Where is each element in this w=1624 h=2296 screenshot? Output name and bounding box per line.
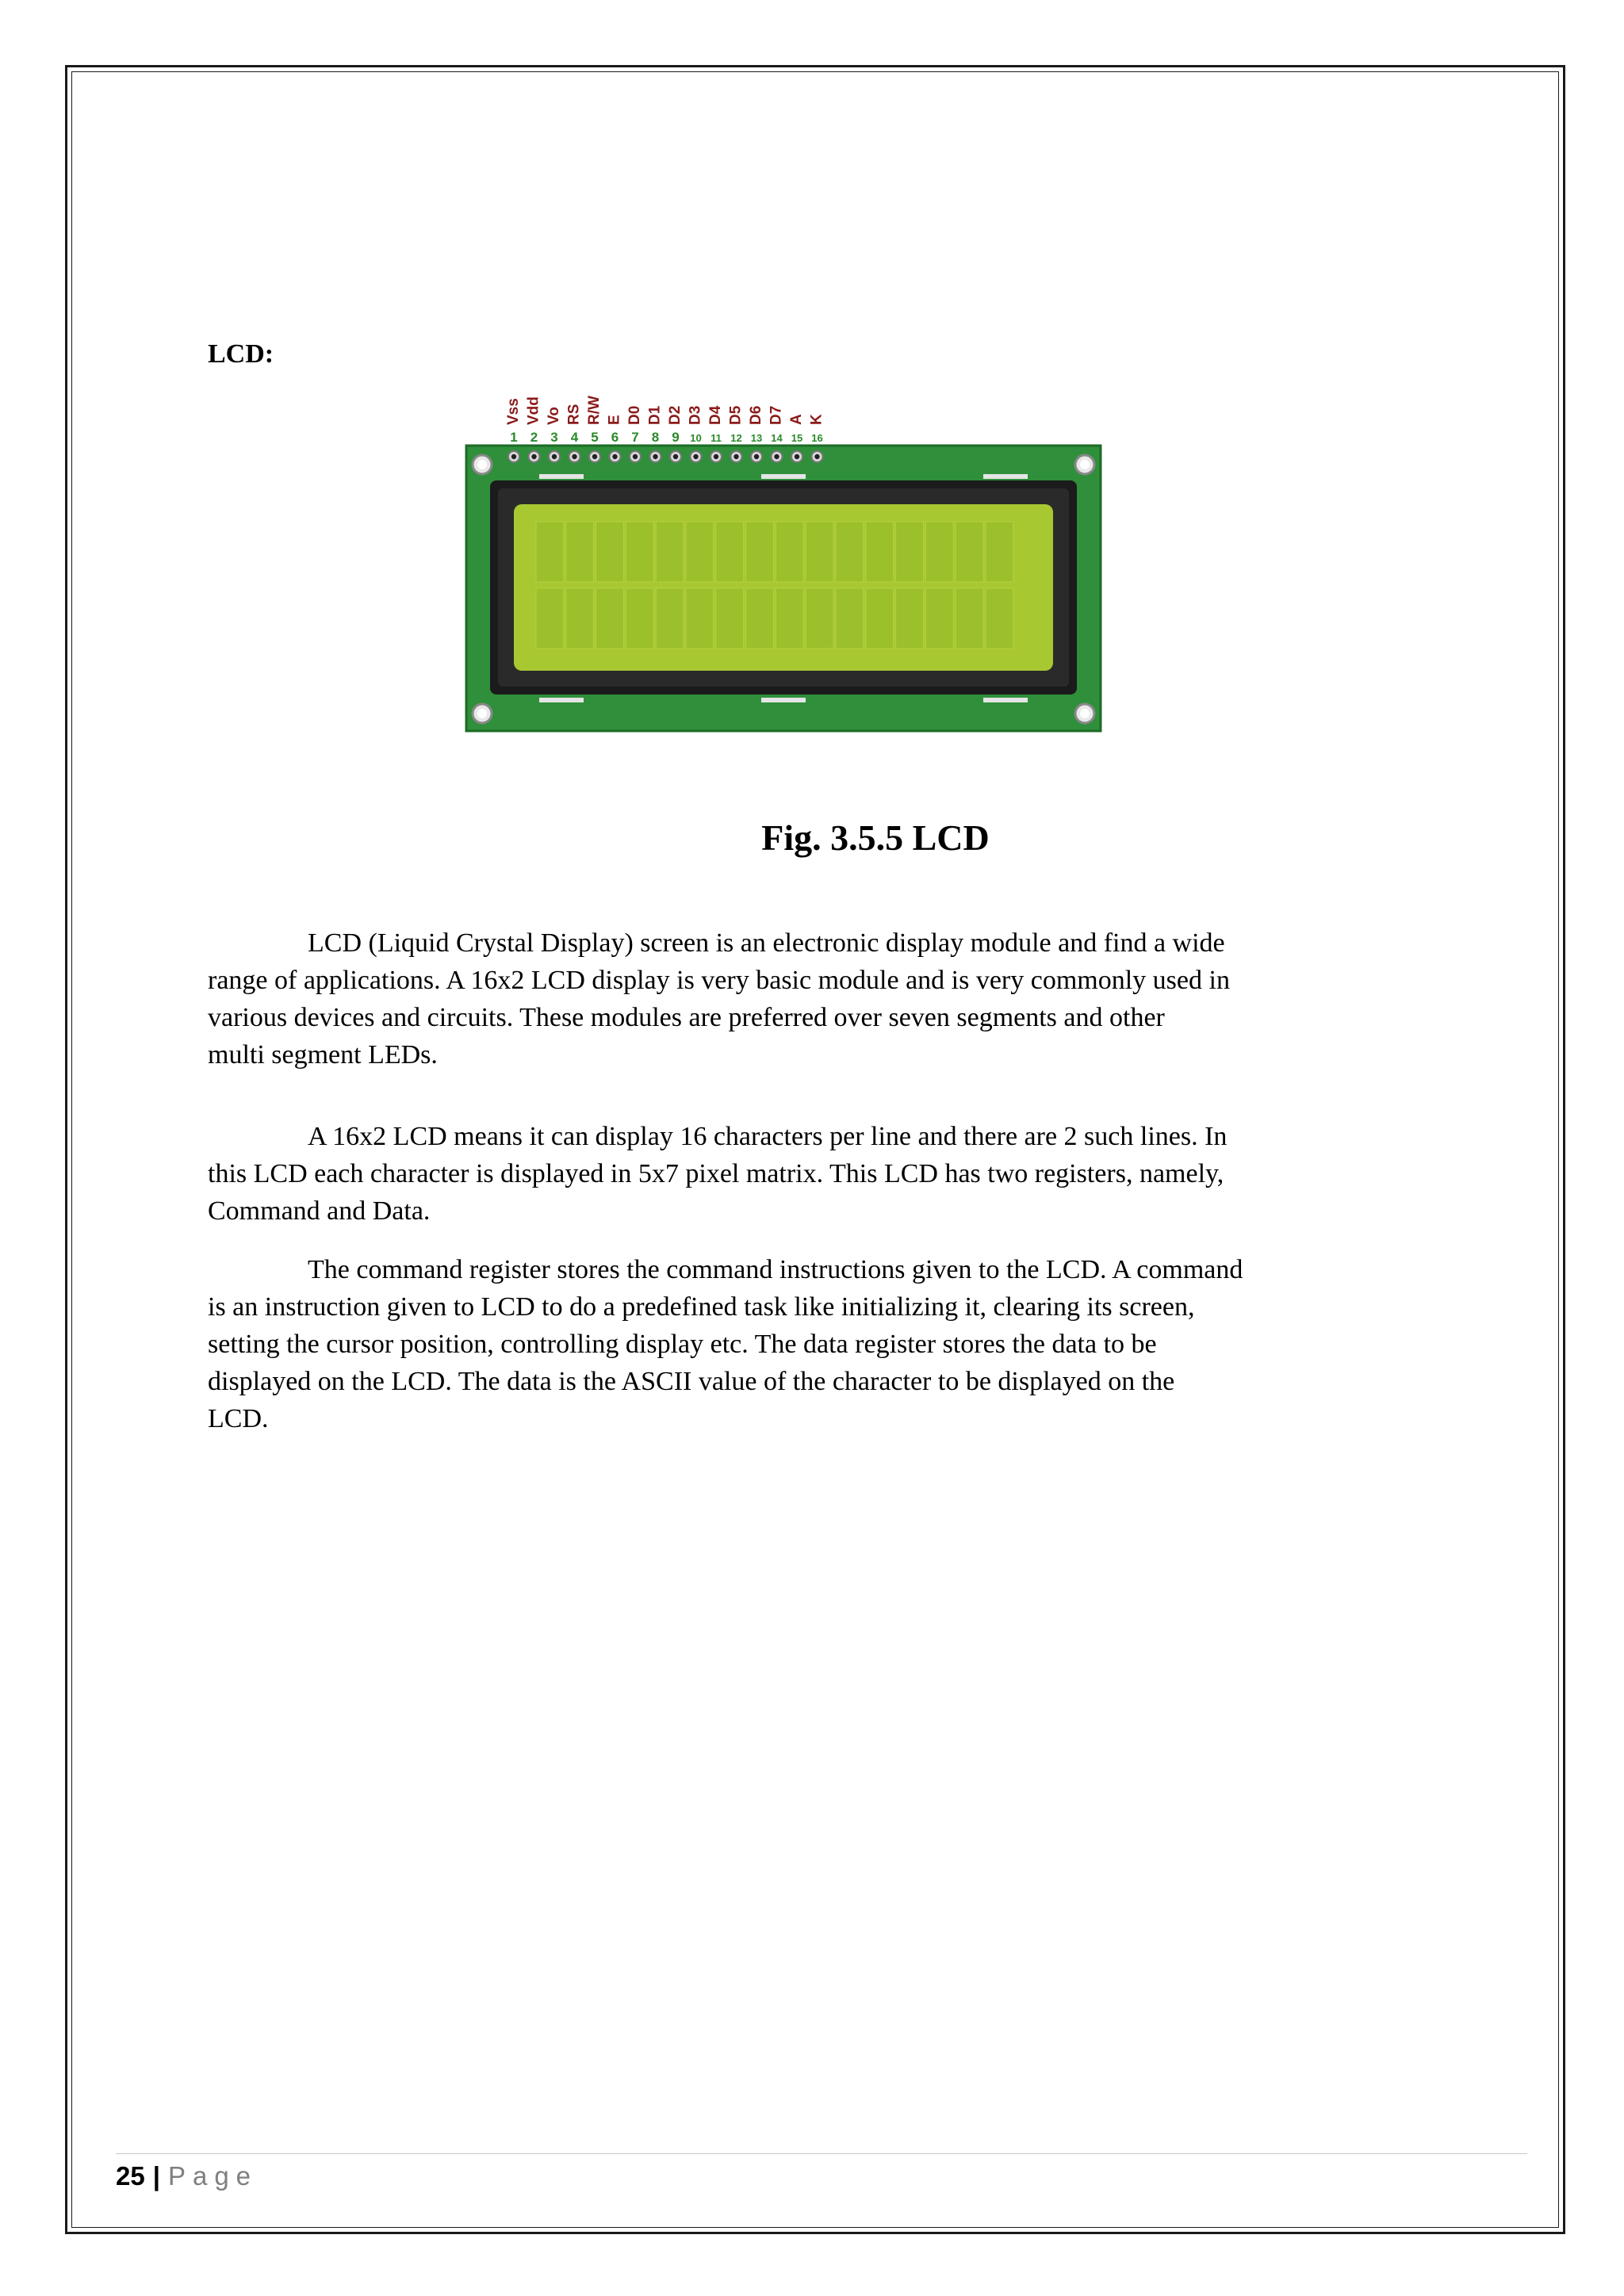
pin-hole [814, 454, 819, 459]
pin-hole [592, 454, 597, 459]
char-cell [896, 588, 924, 649]
char-cell [866, 522, 894, 582]
char-cell [536, 588, 564, 649]
pin-name: E [606, 415, 623, 425]
char-cell [806, 588, 833, 649]
char-cell [686, 588, 714, 649]
paragraph-line: is an instruction given to LCD to do a predefined task like initializing it, clearing its screen, [208, 1292, 1195, 1322]
char-cell [776, 588, 803, 649]
char-cell [986, 522, 1013, 582]
char-cell [986, 588, 1013, 649]
pin-hole [653, 454, 657, 459]
page-number: 25 [116, 2161, 145, 2191]
paragraph-line: range of applications. A 16x2 LCD display is very basic module and is very commonly used in [208, 966, 1230, 995]
char-cell [866, 588, 894, 649]
char-cell [626, 522, 653, 582]
paragraph-2 [208, 1118, 1373, 1230]
paragraph-1 [208, 924, 1373, 1073]
pin-name: D4 [707, 405, 724, 425]
pin-number: 4 [570, 430, 579, 445]
char-cell [956, 522, 983, 582]
pin-hole [774, 454, 779, 459]
char-cell [596, 522, 624, 582]
pin-number: 14 [771, 432, 783, 444]
pin-number: 5 [591, 430, 599, 445]
char-cell [686, 522, 714, 582]
paragraph-line: LCD. [208, 1404, 269, 1433]
pin-number: 7 [631, 430, 639, 445]
pin-number: 12 [730, 432, 742, 444]
pin-hole [612, 454, 617, 459]
pin-name: RS [565, 404, 583, 425]
paragraph-line: The command register stores the command instructions given to the LCD. A command [308, 1255, 1243, 1284]
char-cell [746, 588, 774, 649]
paragraph-3 [208, 1251, 1373, 1437]
footer-rule [116, 2153, 1527, 2154]
pin-hole [633, 454, 638, 459]
pin-hole [511, 454, 516, 459]
pin-number: 11 [710, 432, 722, 444]
paragraph-line: setting the cursor position, controlling display etc. The data register stores the data to be [208, 1330, 1157, 1359]
section-heading: LCD: [208, 339, 274, 369]
lcd-figure [460, 392, 1110, 733]
pin-name: D2 [667, 405, 684, 425]
char-cell [836, 588, 864, 649]
char-cell [806, 522, 833, 582]
char-cell [896, 522, 924, 582]
char-cell [626, 588, 653, 649]
pin-number: 9 [672, 430, 680, 445]
pin-hole [572, 454, 576, 459]
pin-hole [795, 454, 799, 459]
pin-name: D0 [626, 405, 643, 425]
pin-hole [552, 454, 557, 459]
pin-name: Vdd [525, 396, 542, 425]
char-cell [656, 588, 684, 649]
char-cell [536, 522, 564, 582]
figure-caption: Fig. 3.5.5 LCD [761, 817, 990, 858]
pin-name: R/W [586, 396, 603, 425]
pin-number: 16 [811, 432, 823, 444]
pin-hole [531, 454, 536, 459]
pin-number: 6 [611, 430, 619, 445]
pin-name: Vo [546, 407, 562, 425]
pin-number: 1 [510, 430, 518, 445]
char-cell [776, 522, 803, 582]
pin-number: 3 [550, 430, 558, 445]
char-cell [716, 588, 744, 649]
footer-separator: | [152, 2161, 160, 2191]
pin-labels [505, 396, 825, 445]
paragraph-line: Command and Data. [208, 1196, 431, 1226]
pin-name: D5 [727, 405, 745, 425]
pin-hole [673, 454, 678, 459]
pin-hole [714, 454, 718, 459]
pin-name: D3 [687, 405, 704, 425]
char-cell [656, 522, 684, 582]
char-cell [596, 588, 624, 649]
paragraph-line: multi segment LEDs. [208, 1040, 438, 1070]
char-cell [716, 522, 744, 582]
char-cell [566, 522, 594, 582]
char-cell [925, 588, 953, 649]
pin-hole [733, 454, 738, 459]
pin-number: 10 [690, 432, 702, 444]
page-label: Page [167, 2161, 259, 2191]
pin-hole [693, 454, 698, 459]
pin-name: D7 [768, 405, 785, 425]
paragraph-line: A 16x2 LCD means it can display 16 characters per line and there are 2 such lines. In [308, 1122, 1228, 1151]
paragraph-line: various devices and circuits. These modules are preferred over seven segments and other [208, 1003, 1165, 1032]
pin-number: 8 [651, 430, 660, 445]
pin-name: D6 [748, 405, 764, 425]
char-cell [836, 522, 864, 582]
pin-name: K [808, 414, 825, 425]
page-footer [116, 2161, 258, 2191]
pin-name: Vss [505, 398, 522, 425]
pin-number: 2 [530, 430, 538, 445]
figure-caption-row [0, 817, 1624, 859]
pin-hole [754, 454, 759, 459]
pin-name: A [788, 414, 805, 425]
pin-number: 15 [791, 432, 803, 444]
paragraph-line: LCD (Liquid Crystal Display) screen is an electronic display module and find a wide [308, 928, 1225, 958]
pin-name: D1 [646, 405, 664, 425]
paragraph-line: this LCD each character is displayed in 5x7 pixel matrix. This LCD has two registers, namely, [208, 1159, 1224, 1188]
char-cell [566, 588, 594, 649]
pin-number: 13 [750, 432, 763, 444]
char-cell [956, 588, 983, 649]
char-cell [925, 522, 953, 582]
char-cell [746, 522, 774, 582]
paragraph-line: displayed on the LCD. The data is the ASCII value of the character to be displayed on the [208, 1367, 1175, 1396]
